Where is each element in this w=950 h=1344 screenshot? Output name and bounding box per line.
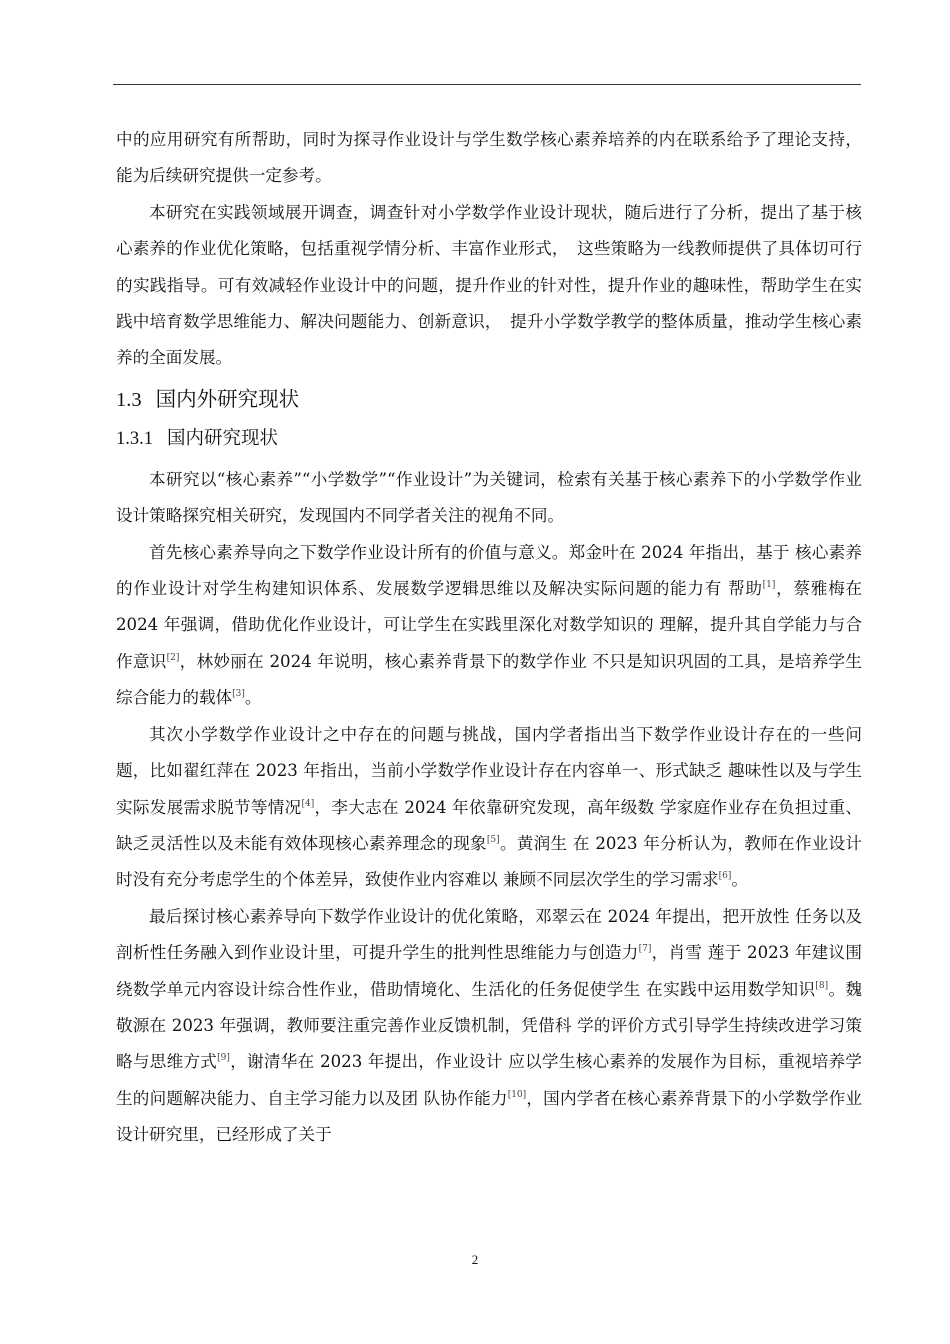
header-rule xyxy=(113,84,861,85)
paragraph-text: ，蔡雅梅在 2024 年强调，借助优化作业设计，可让学生在实践里深化对数学知识的 理解，提升其自学能力与合作意识 xyxy=(116,579,862,671)
citation-ref-4: [4] xyxy=(301,798,315,809)
practice-paragraph: 本研究在实践领域展开调查，调查针对小学数学作业设计现状，随后进行了分析，提出了基于核心素养的作业优化策略，包括重视学情分析、丰富作业形式， 这些策略为一线教师提供了具体切可行的实践指导。可有效减轻作业设计中的问题，提升作业的针对性，提升作业的趣味性，帮助学生在实践中培育数学思维能力、解决问题能力、创新意识， 提升小学数学教学的整体质量，推动学生核心素养的全面发展。 xyxy=(116,202,862,368)
paragraph-text: 最后探讨核心素养导向下数学作业设计的优化策略，邓翠云在 2024 年提出，把开放性 任务以及剖析性任务融入到作业设计里，可提升学生的批判性思维能力与创造力 xyxy=(116,906,862,963)
citation-ref-9: [9] xyxy=(217,1053,230,1064)
citation-ref-5: [5] xyxy=(486,834,500,845)
intro-paragraph: 本研究以“核心素养”“小学数学”“作业设计”为关键词，检索有关基于核心素养下的小学数学作业设计策略探究相关研究，发现国内不同学者关注的视角不同。 xyxy=(116,469,862,526)
paragraph-text: ，谢清华在 2023 年提出，作业设计 应以学生核心素养的发展作为目标，重视培养学生的问题解决能力、自主学习能力以及团 队协作能力 xyxy=(116,1052,863,1108)
page-number: 2 xyxy=(471,1252,479,1267)
paragraph-text: 首先核心素养导向之下数学作业设计所有的价值与意义。郑金叶在 2024 年指出，基于 核心素养的作业设计对学生构建知识体系、发展数学逻辑思维以及解决实际问题的能力有 帮助 xyxy=(116,542,862,599)
citation-ref-3: [3] xyxy=(232,689,245,700)
section-heading-1-3 xyxy=(116,377,862,424)
citation-ref-6: [6] xyxy=(718,871,732,882)
paragraph-text: 。 xyxy=(244,688,262,708)
continuation-paragraph: 中的应用研究有所帮助，同时为探寻作业设计与学生数学核心素养培养的内在联系给予了理论支持，能为后续研究提供一定参考。 xyxy=(116,130,862,186)
paragraph-text: ，李大志在 2024 年依靠研究发现，高年级数 学家庭作业存在负担过重、缺乏灵活性以及未能有效体现核心素养理念的现象 xyxy=(116,797,863,853)
paragraph-text: 。魏敬源在 2023 年强调，教师要注重完善作业反馈机制，凭借科 学的评价方式引导学生持续改进学习策略与思维方式 xyxy=(116,979,862,1072)
paragraph-text: ，肖雪 莲于 2023 年建议围绕数学单元内容设计综合性作业，借助情境化、生活化的任务促使学生 在实践中运用数学知识 xyxy=(116,943,862,999)
subsection-heading-1-3-1 xyxy=(116,424,862,462)
citation-ref-7: [7] xyxy=(638,944,652,955)
paragraph-text: 其次小学数学作业设计之中存在的问题与挑战，国内学者指出当下数学作业设计存在的一些问题，比如翟红萍在 2023 年指出，当前小学数学作业设计存在内容单一、形式缺乏 趣味性以及与学生实际发展需求脱节等情况 xyxy=(116,724,862,817)
subsection-title: 国内研究现状 xyxy=(167,427,279,449)
citation-ref-1: [1] xyxy=(762,580,776,591)
citation-ref-8: [8] xyxy=(815,980,829,991)
citation-ref-10: [10] xyxy=(507,1089,527,1100)
paragraph-text: ，国内学者在核心素养背景下的小学数学作业设计研究里，已经形成了关于 xyxy=(116,1088,863,1145)
paragraph-text: 。黄润生 在 2023 年分析认为，教师在作业设计时没有充分考虑学生的个体差异，致使作业内容难以 兼顾不同层次学生的学习需求 xyxy=(116,833,862,890)
section-title: 国内外研究现状 xyxy=(155,386,300,411)
citation-ref-2: [2] xyxy=(166,652,180,663)
page-body xyxy=(116,122,862,1154)
section-number: 1.3 xyxy=(116,388,142,411)
value-significance-paragraph xyxy=(116,535,862,717)
problems-challenges-paragraph xyxy=(116,717,862,899)
subsection-number: 1.3.1 xyxy=(116,428,153,449)
paragraph-text: 。 xyxy=(731,870,748,890)
paragraph-text: ，林妙丽在 2024 年说明，核心素养背景下的数学作业 不只是知识巩固的工具，是培养学生综合能力的载体 xyxy=(116,651,863,708)
optimization-strategies-paragraph xyxy=(116,899,862,1154)
